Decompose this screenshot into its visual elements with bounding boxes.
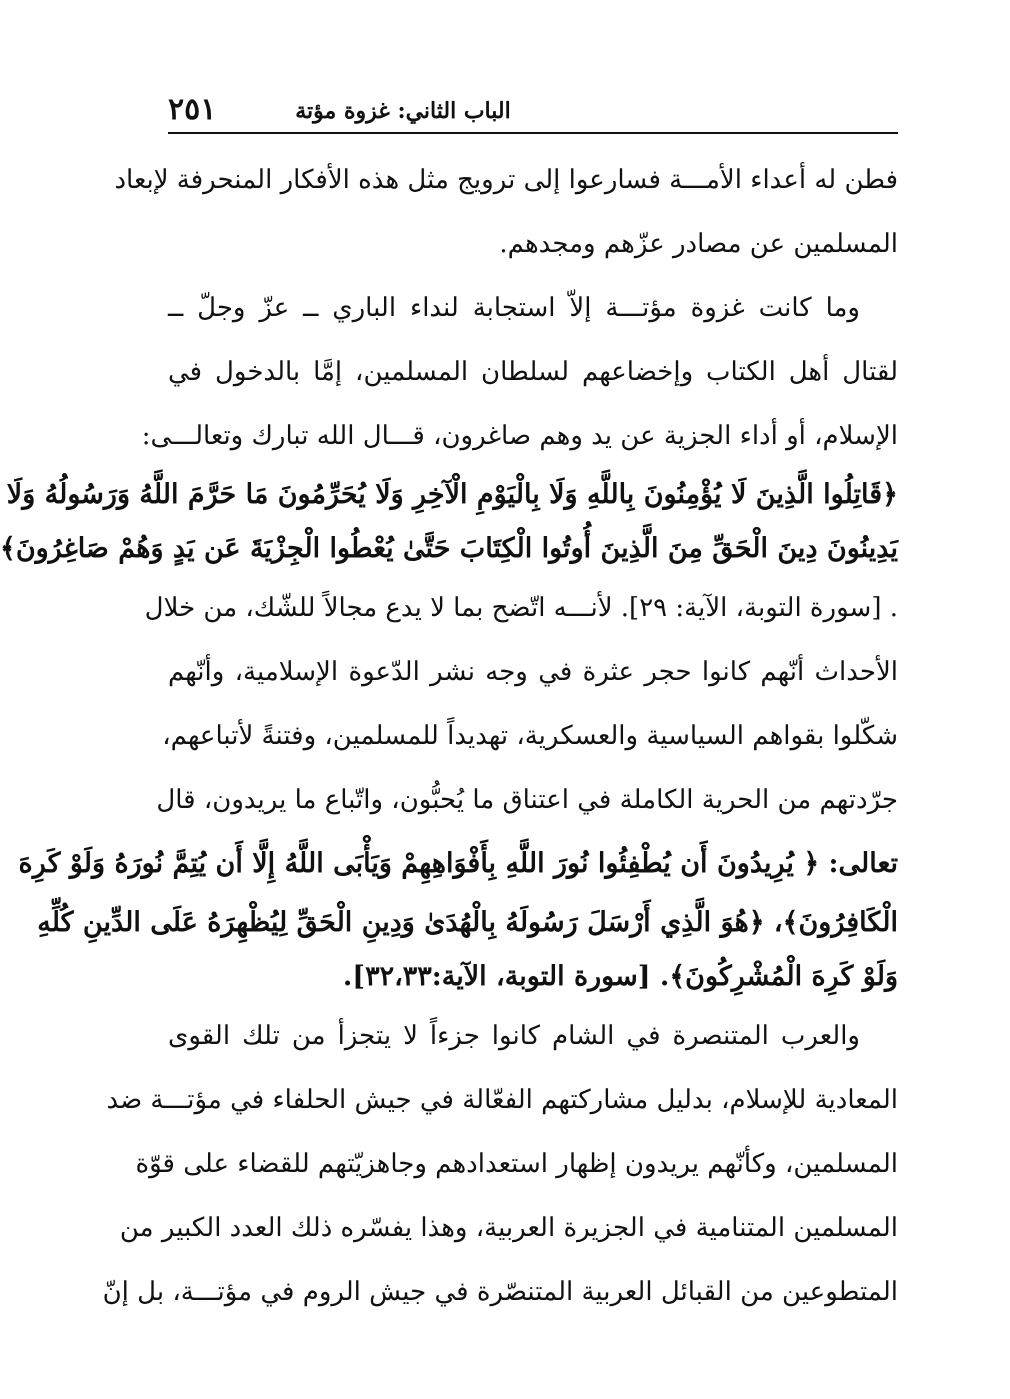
text-line: . [سورة التوبة، الآية: ٢٩]. لأنـــه اتّضح بما لا يدع مجالاً للشّك، من خلال <box>144 593 898 623</box>
page-number: ٢٥١ <box>168 92 217 127</box>
running-title: الباب الثاني: غزوة مؤتة <box>295 98 511 124</box>
text-line: المسلمين عن مصادر عزّهم ومجدهم. <box>499 229 898 259</box>
text-line: المسلمين المتنامية في الجزيرة العربية، وهذا يفسّره ذلك العدد الكبير من <box>119 1213 898 1243</box>
text-line: فطن له أعداء الأمـــة فسارعوا إلى ترويج مثل هذه الأفكار المنحرفة لإبعاد <box>114 165 898 195</box>
text-line: المتطوعين من القبائل العربية المتنصّرة في جيش الروم في مؤتـــة، بل إنّ <box>102 1277 898 1307</box>
page-body <box>0 148 898 1324</box>
quran-verse-line: وَلَوْ كَرِهَ الْمُشْرِكُونَ﴾. [سورة التوبة، الآية:٣٢،٣٣]. <box>342 961 898 992</box>
quran-verse-line: يَدِينُونَ دِينَ الْحَقِّ مِنَ الَّذِينَ أُوتُوا الْكِتَابَ حَتَّىٰ يُعْطُوا الْجِزْيَةَ عَن يَدٍ وَهُمْ صَاغِرُونَ﴾ <box>0 533 898 564</box>
text-line: وما كانت غزوة مؤتـــة إلاّ استجابة لنداء الباري ــ عزّ وجلّ ــ <box>168 293 860 323</box>
text-line: شكّلوا بقواهم السياسية والعسكرية، تهديداً للمسلمين، وفتنةً لأتباعهم، <box>162 721 898 751</box>
text-line: لقتال أهل الكتاب وإخضاعهم لسلطان المسلمين، إمَّا بالدخول في <box>168 357 898 387</box>
text-line: الإسلام، أو أداء الجزية عن يد وهم صاغرون، قـــال الله تبارك وتعالـــى: <box>141 421 898 451</box>
page-header <box>168 90 898 134</box>
quran-verse-line: الْكَافِرُونَ﴾، ﴿هُوَ الَّذِي أَرْسَلَ رَسُولَهُ بِالْهُدَىٰ وَدِينِ الْحَقِّ لِيُظْهِرَهُ عَلَى الدِّينِ كُلِّهِ <box>37 907 898 938</box>
text-line: الأحداث أنّهم كانوا حجر عثرة في وجه نشر الدّعوة الإسلامية، وأنّهم <box>168 657 898 687</box>
quran-verse-line: تعالى: ﴿ يُرِيدُونَ أَن يُطْفِئُوا نُورَ اللَّهِ بِأَفْوَاهِهِمْ وَيَأْبَى اللَّهُ إِلَّا أَن يُتِمَّ نُورَهُ وَلَوْ كَرِهَ <box>18 848 898 879</box>
text-line: المسلمين، وكأنّهم يريدون إظهار استعدادهم وجاهزيّتهم للقضاء على قوّة <box>135 1149 898 1179</box>
quran-verse-line: ﴿قَاتِلُوا الَّذِينَ لَا يُؤْمِنُونَ بِاللَّهِ وَلَا بِالْيَوْمِ الْآخِرِ وَلَا يُحَرِّمُونَ مَا حَرَّمَ اللَّهُ وَرَسُولُهُ وَلَا <box>6 479 898 510</box>
text-line: جرّدتهم من الحرية الكاملة في اعتناق ما يُحبُّون، واتّباع ما يريدون، قال <box>156 785 898 815</box>
text-line: المعادية للإسلام، بدليل مشاركتهم الفعّالة في جيش الحلفاء في مؤتـــة ضد <box>106 1085 898 1115</box>
text-line: والعرب المتنصرة في الشام كانوا جزءاً لا يتجزأ من تلك القوى <box>168 1021 860 1051</box>
